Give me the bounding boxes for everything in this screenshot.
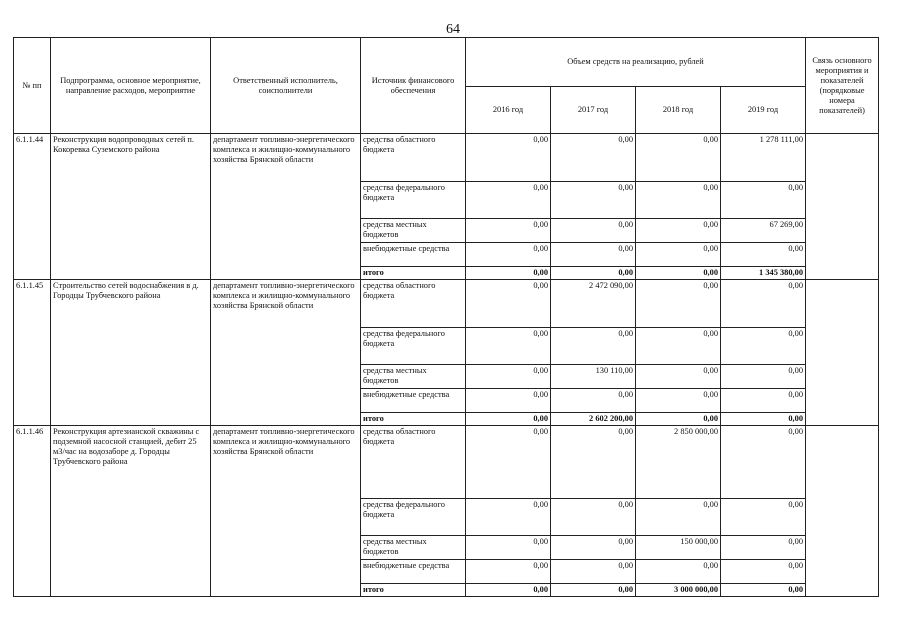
header-executor: Ответственный исполнитель, соисполнители	[211, 38, 361, 134]
table-body	[14, 134, 879, 597]
amount-cell: 0,00	[636, 560, 721, 584]
amount-cell: 1 278 111,00	[721, 134, 806, 182]
table-row	[14, 134, 879, 182]
funding-source: внебюджетные средства	[361, 560, 466, 584]
funding-source: средства местных бюджетов	[361, 365, 466, 389]
amount-cell: 0,00	[721, 182, 806, 219]
amount-cell: 0,00	[636, 243, 721, 267]
item-executor: департамент топливно-энергетического комплекса и жилищно-коммунального хозяйства Брянской области	[211, 280, 361, 426]
amount-cell: 2 850 000,00	[636, 426, 721, 499]
funding-source: средства областного бюджета	[361, 280, 466, 328]
funding-source: средства местных бюджетов	[361, 219, 466, 243]
amount-cell: 0,00	[466, 182, 551, 219]
amount-cell: 0,00	[466, 365, 551, 389]
item-number: 6.1.1.45	[14, 280, 51, 426]
amount-cell: 0,00	[636, 280, 721, 328]
amount-cell: 1 345 380,00	[721, 267, 806, 280]
table-row	[14, 280, 879, 328]
header-volume: Объем средств на реализацию, рублей	[466, 38, 806, 87]
item-number: 6.1.1.44	[14, 134, 51, 280]
amount-cell: 0,00	[466, 243, 551, 267]
item-number: 6.1.1.46	[14, 426, 51, 597]
table-row	[14, 426, 879, 499]
amount-cell: 0,00	[466, 328, 551, 365]
amount-cell: 0,00	[721, 365, 806, 389]
link-cell	[806, 426, 879, 597]
amount-cell: 3 000 000,00	[636, 584, 721, 597]
header-year-2016: 2016 год	[466, 87, 551, 134]
header-year-2018: 2018 год	[636, 87, 721, 134]
amount-cell: 0,00	[551, 328, 636, 365]
amount-cell: 0,00	[636, 267, 721, 280]
funding-source: средства федерального бюджета	[361, 328, 466, 365]
page-number: 64	[446, 22, 460, 37]
item-executor: департамент топливно-энергетического комплекса и жилищно-коммунального хозяйства Брянской области	[211, 134, 361, 280]
amount-cell: 150 000,00	[636, 536, 721, 560]
amount-cell: 0,00	[551, 536, 636, 560]
amount-cell: 0,00	[721, 584, 806, 597]
funding-source: средства местных бюджетов	[361, 536, 466, 560]
amount-cell: 0,00	[721, 560, 806, 584]
amount-cell: 0,00	[721, 499, 806, 536]
amount-cell: 0,00	[551, 182, 636, 219]
link-cell	[806, 134, 879, 280]
funding-source: средства областного бюджета	[361, 426, 466, 499]
amount-cell: 0,00	[636, 365, 721, 389]
amount-cell: 0,00	[636, 499, 721, 536]
amount-cell: 0,00	[636, 389, 721, 413]
budget-table	[13, 37, 879, 597]
funding-source: средства федерального бюджета	[361, 182, 466, 219]
funding-source: внебюджетные средства	[361, 389, 466, 413]
funding-source: итого	[361, 413, 466, 426]
amount-cell: 0,00	[551, 267, 636, 280]
item-executor: департамент топливно-энергетического комплекса и жилищно-коммунального хозяйства Брянской области	[211, 426, 361, 597]
funding-source: итого	[361, 584, 466, 597]
item-name: Реконструкция водопроводных сетей п. Кокоревка Суземского района	[51, 134, 211, 280]
amount-cell: 0,00	[551, 219, 636, 243]
header-year-2017: 2017 год	[551, 87, 636, 134]
amount-cell: 0,00	[636, 219, 721, 243]
funding-source: средства федерального бюджета	[361, 499, 466, 536]
amount-cell: 0,00	[721, 536, 806, 560]
amount-cell: 0,00	[466, 584, 551, 597]
amount-cell: 0,00	[551, 389, 636, 413]
amount-cell: 0,00	[551, 584, 636, 597]
amount-cell: 130 110,00	[551, 365, 636, 389]
header-year-2019: 2019 год	[721, 87, 806, 134]
item-name: Строительство сетей водоснабжения в д. Городцы Трубчевского района	[51, 280, 211, 426]
amount-cell: 0,00	[721, 243, 806, 267]
header-program: Подпрограмма, основное мероприятие, направление расходов, мероприятие	[51, 38, 211, 134]
amount-cell: 0,00	[466, 560, 551, 584]
amount-cell: 0,00	[721, 389, 806, 413]
amount-cell: 0,00	[466, 499, 551, 536]
amount-cell: 0,00	[466, 426, 551, 499]
amount-cell: 0,00	[466, 267, 551, 280]
amount-cell: 0,00	[466, 536, 551, 560]
amount-cell: 2 602 200,00	[551, 413, 636, 426]
amount-cell: 0,00	[551, 243, 636, 267]
link-cell	[806, 280, 879, 426]
amount-cell: 0,00	[721, 413, 806, 426]
funding-source: итого	[361, 267, 466, 280]
header-source: Источник финансового обеспечения	[361, 38, 466, 134]
amount-cell: 0,00	[636, 134, 721, 182]
header-link: Связь основного мероприятия и показателей (порядковые номера показателей)	[806, 38, 879, 134]
amount-cell: 0,00	[466, 219, 551, 243]
amount-cell: 0,00	[636, 182, 721, 219]
amount-cell: 0,00	[721, 328, 806, 365]
amount-cell: 0,00	[721, 426, 806, 499]
amount-cell: 0,00	[551, 499, 636, 536]
amount-cell: 0,00	[551, 560, 636, 584]
amount-cell: 0,00	[636, 413, 721, 426]
amount-cell: 0,00	[636, 328, 721, 365]
item-name: Реконструкция артезианской скважины с подземной насосной станцией, дебит 25 м3/час на водозаборе д. Городцы Трубчевского района	[51, 426, 211, 597]
header-num: № пп	[14, 38, 51, 134]
amount-cell: 0,00	[721, 280, 806, 328]
amount-cell: 0,00	[466, 389, 551, 413]
amount-cell: 2 472 090,00	[551, 280, 636, 328]
amount-cell: 67 269,00	[721, 219, 806, 243]
amount-cell: 0,00	[466, 413, 551, 426]
amount-cell: 0,00	[466, 134, 551, 182]
funding-source: внебюджетные средства	[361, 243, 466, 267]
amount-cell: 0,00	[466, 280, 551, 328]
funding-source: средства областного бюджета	[361, 134, 466, 182]
amount-cell: 0,00	[551, 426, 636, 499]
amount-cell: 0,00	[551, 134, 636, 182]
